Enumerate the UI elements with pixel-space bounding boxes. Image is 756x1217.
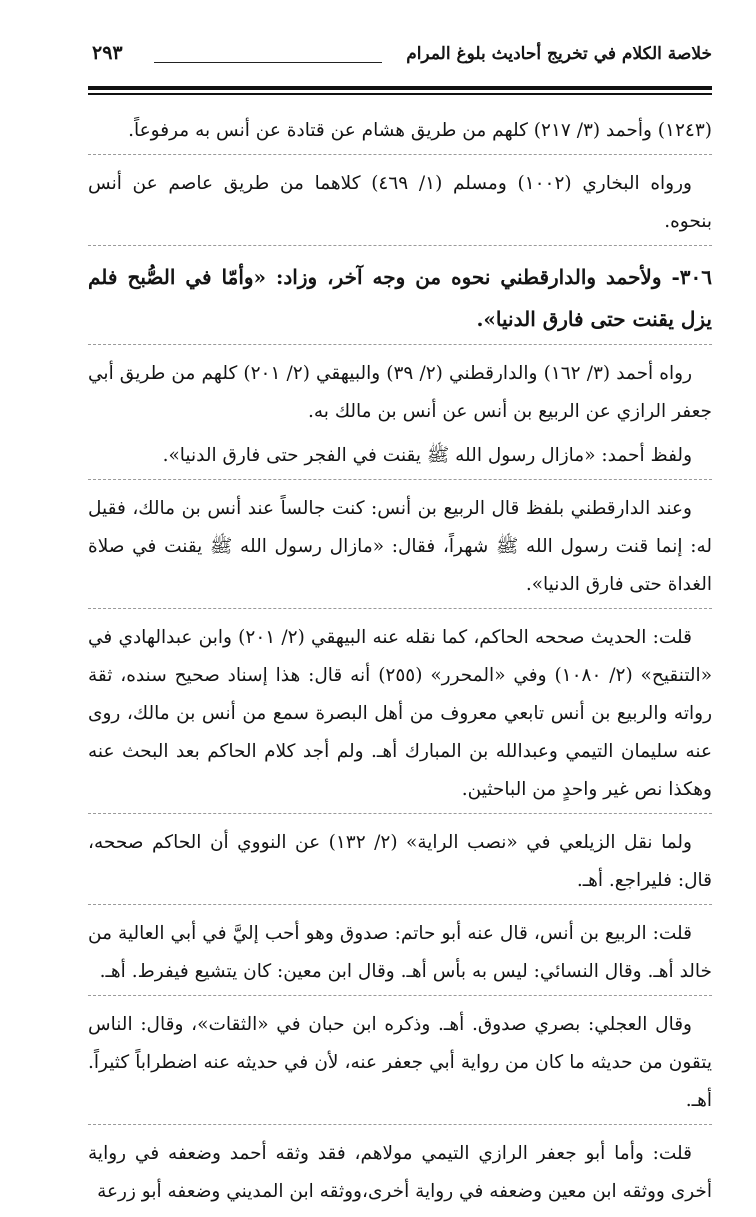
running-header: [88, 40, 712, 76]
header-divider-thin: [88, 93, 712, 95]
paragraph-continuation: (١٢٤٣) وأحمد (٣/ ٢١٧) كلهم من طريق هشام عن قتادة عن أنس به مرفوعاً.: [88, 112, 712, 155]
paragraph-daraqutni-wording: وعند الدارقطني بلفظ قال الربيع بن أنس: كنت جالساً عند أنس بن مالك، فقيل له: إنما قنت رسول الله ﷺ شهراً، فقال: «مازال رسول الله ﷺ يقنت في صلاة الغداة حتى فارق الدنيا».: [88, 490, 712, 609]
page-number: ٢٩٣: [92, 42, 123, 64]
paragraph-hakim-grading: قلت: الحديث صححه الحاكم، كما نقله عنه البيهقي (٢/ ٢٠١) وابن عبدالهادي في «التنقيح» (٢/ ١٠٨٠) وفي «المحرر» (٢٥٥) أنه قال: هذا إسناد صحيح سنده، ثقة رواته والربيع بن أنس تابعي معروف من أهل البصرة سمع من أنس بن مالك، روى عنه سليمان التيمي وعبدالله بن المبارك أهـ. ولم أجد كلام الحاكم بعد البحث عنه وهكذا نص غير واحدٍ من الباحثين.: [88, 619, 712, 814]
paragraph-bukhari-muslim: ورواه البخاري (١٠٠٢) ومسلم (١/ ٤٦٩) كلاهما من طريق عاصم عن أنس بنحوه.: [88, 165, 712, 246]
paragraph-ahmad-wording: ولفظ أحمد: «مازال رسول الله ﷺ يقنت في الفجر حتى فارق الدنيا».: [88, 437, 712, 480]
paragraph-ijli: وقال العجلي: بصري صدوق. أهـ. وذكره ابن حبان في «الثقات»، وقال: الناس يتقون من حديثه ما كان من رواية أبي جعفر عنه، لأن في حديثه عنه اضطراباً كثيراً. أهـ.: [88, 1006, 712, 1125]
page-body: [88, 112, 712, 1217]
hadith-306: ٣٠٦- ولأحمد والدارقطني نحوه من وجه آخر، وزاد: «وأمّا في الصُّبح فلم يزل يقنت حتى فارق الدنيا».: [88, 256, 712, 345]
header-rule: [154, 62, 382, 63]
paragraph-rabi-ibn-anas: قلت: الربيع بن أنس، قال عنه أبو حاتم: صدوق وهو أحب إليَّ في أبي العالية من خالد أهـ. وقال النسائي: ليس به بأس أهـ. وقال ابن معين: كان يتشيع فيفرط. أهـ.: [88, 915, 712, 996]
paragraph-abu-jafar: قلت: وأما أبو جعفر الرازي التيمي مولاهم، فقد وثقه أحمد وضعفه في رواية أخرى ووثقه ابن معين وضعفه في رواية أخرى،ووثقه ابن المديني وضعفه أبو زرعة: [88, 1143, 712, 1202]
book-title: خلاصة الكلام في تخريج أحاديث بلوغ المرام: [406, 44, 712, 64]
header-divider-thick: [88, 86, 712, 90]
paragraph-zaylai: ولما نقل الزيلعي في «نصب الراية» (٢/ ١٣٢) عن النووي أن الحاكم صححه، قال: فليراجع. أهـ.: [88, 824, 712, 905]
paragraph-takhrij: رواه أحمد (٣/ ١٦٢) والدارقطني (٢/ ٣٩) والبيهقي (٢/ ٢٠١) كلهم من طريق أبي جعفر الرازي عن الربيع بن أنس عن أنس بن مالك به.: [88, 363, 712, 422]
